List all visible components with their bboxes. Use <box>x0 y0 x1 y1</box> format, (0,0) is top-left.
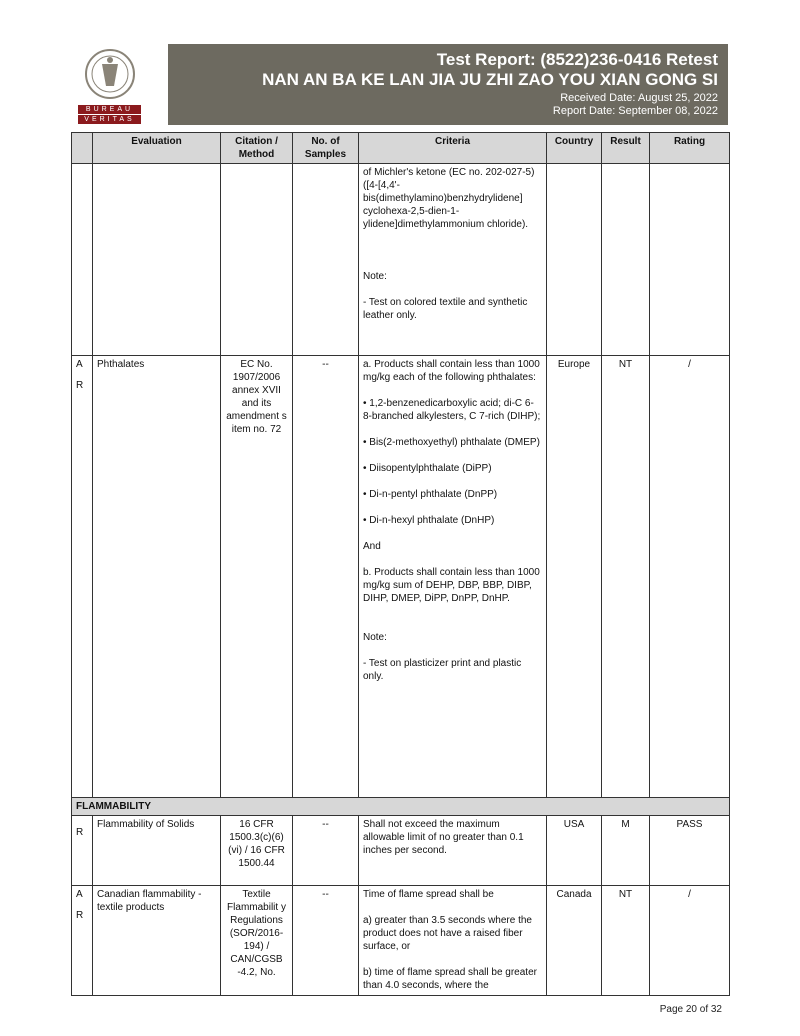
criteria-cell: Shall not exceed the maximum allowable limit of no greater than 0.1 inches per second. <box>359 816 547 886</box>
section-flammability: FLAMMABILITY <box>72 798 730 816</box>
header-code <box>72 133 93 164</box>
note-label: Note: <box>363 632 387 643</box>
country-cell: Europe <box>547 356 602 798</box>
section-row <box>72 798 730 816</box>
bullet-dnhp: • Di-n-hexyl phthalate (DnHP) <box>363 515 495 526</box>
bullet-dnpp: • Di-n-pentyl phthalate (DnPP) <box>363 489 498 500</box>
samples-cell: -- <box>293 356 359 798</box>
result-cell: M <box>602 816 650 886</box>
note-text: - Test on plasticizer print and plastic only. <box>363 658 522 682</box>
bureau-veritas-logo <box>78 46 148 126</box>
evaluation-cell: Flammability of Solids <box>93 816 221 886</box>
code-cell <box>72 816 93 886</box>
header-citation: Citation / Method <box>221 133 293 164</box>
samples-cell: -- <box>293 886 359 996</box>
result-cell: NT <box>602 886 650 996</box>
report-title: Test Report: (8522)236-0416 Retest <box>436 50 718 69</box>
received-date: Received Date: August 25, 2022 <box>560 92 718 104</box>
criteria-text: b) time of flame spread shall be greater than 4.0 seconds, where the <box>363 967 537 991</box>
country-cell: Canada <box>547 886 602 996</box>
table-row <box>72 164 730 356</box>
header-samples: No. of Samples <box>293 133 359 164</box>
code-a: A <box>76 359 83 370</box>
criteria-cell <box>359 164 547 356</box>
logo-veritas-text: VERITAS <box>78 115 141 124</box>
citation-cell: 16 CFR 1500.3(c)(6)(vi) / 16 CFR 1500.44 <box>221 816 293 886</box>
criteria-cell <box>359 356 547 798</box>
logo-bureau-text: BUREAU <box>78 105 141 114</box>
criteria-b: b. Products shall contain less than 1000 mg/kg sum of DEHP, DBP, BBP, DIBP, DIHP, DMEP, DiPP, DnPP, DnHP. <box>363 567 540 604</box>
and-text: And <box>363 541 381 552</box>
samples-cell: -- <box>293 816 359 886</box>
bullet-dihp: • 1,2-benzenedicarboxylic acid; di-C 6-8-branched alkylesters, C 7-rich (DIHP); <box>363 398 541 422</box>
result-cell: NT <box>602 356 650 798</box>
table-row <box>72 886 730 996</box>
table-header-row <box>72 133 730 164</box>
criteria-cell <box>359 886 547 996</box>
citation-cell: Textile Flammabilit y Regulations (SOR/2016-194) / CAN/CGSB -4.2, No. <box>221 886 293 996</box>
evaluation-cell: Canadian flammability - textile products <box>93 886 221 996</box>
page-number: Page 20 of 32 <box>659 1004 722 1015</box>
bullet-dipp: • Diisopentylphthalate (DiPP) <box>363 463 492 474</box>
country-cell: USA <box>547 816 602 886</box>
evaluation-table <box>71 132 730 996</box>
rating-cell: / <box>650 356 730 798</box>
code-r: R <box>76 827 84 838</box>
bullet-dmep: • Bis(2-methoxyethyl) phthalate (DMEP) <box>363 437 540 448</box>
code-cell <box>72 886 93 996</box>
header-criteria: Criteria <box>359 133 547 164</box>
report-date: Report Date: September 08, 2022 <box>552 105 718 117</box>
code-r: R <box>76 380 84 391</box>
citation-cell: EC No. 1907/2006 annex XVII and its amendment s item no. 72 <box>221 356 293 798</box>
note-text: - Test on colored textile and synthetic leather only. <box>363 297 528 321</box>
criteria-text: Time of flame spread shall be <box>363 889 494 900</box>
header-rating: Rating <box>650 133 730 164</box>
table-row <box>72 816 730 886</box>
code-r: R <box>76 910 84 921</box>
header-country: Country <box>547 133 602 164</box>
evaluation-cell: Phthalates <box>93 356 221 798</box>
code-a: A <box>76 889 83 900</box>
company-name: NAN AN BA KE LAN JIA JU ZHI ZAO YOU XIAN GONG SI <box>262 70 718 89</box>
header-evaluation: Evaluation <box>93 133 221 164</box>
header-result: Result <box>602 133 650 164</box>
table-row <box>72 356 730 798</box>
criteria-a: a. Products shall contain less than 1000 mg/kg each of the following phthalates: <box>363 359 540 383</box>
note-label: Note: <box>363 271 387 282</box>
rating-cell: PASS <box>650 816 730 886</box>
code-cell <box>72 356 93 798</box>
rating-cell: / <box>650 886 730 996</box>
criteria-text: a) greater than 3.5 seconds where the product does not have a raised fiber surface, or <box>363 915 532 952</box>
criteria-text: of Michler's ketone (EC no. 202-027-5) ([4-[4,4'-bis(dimethylamino)benzhydrylidene] cyclohexa-2,5-dien-1-ylidene]dimethylammonium chloride). <box>363 167 535 230</box>
